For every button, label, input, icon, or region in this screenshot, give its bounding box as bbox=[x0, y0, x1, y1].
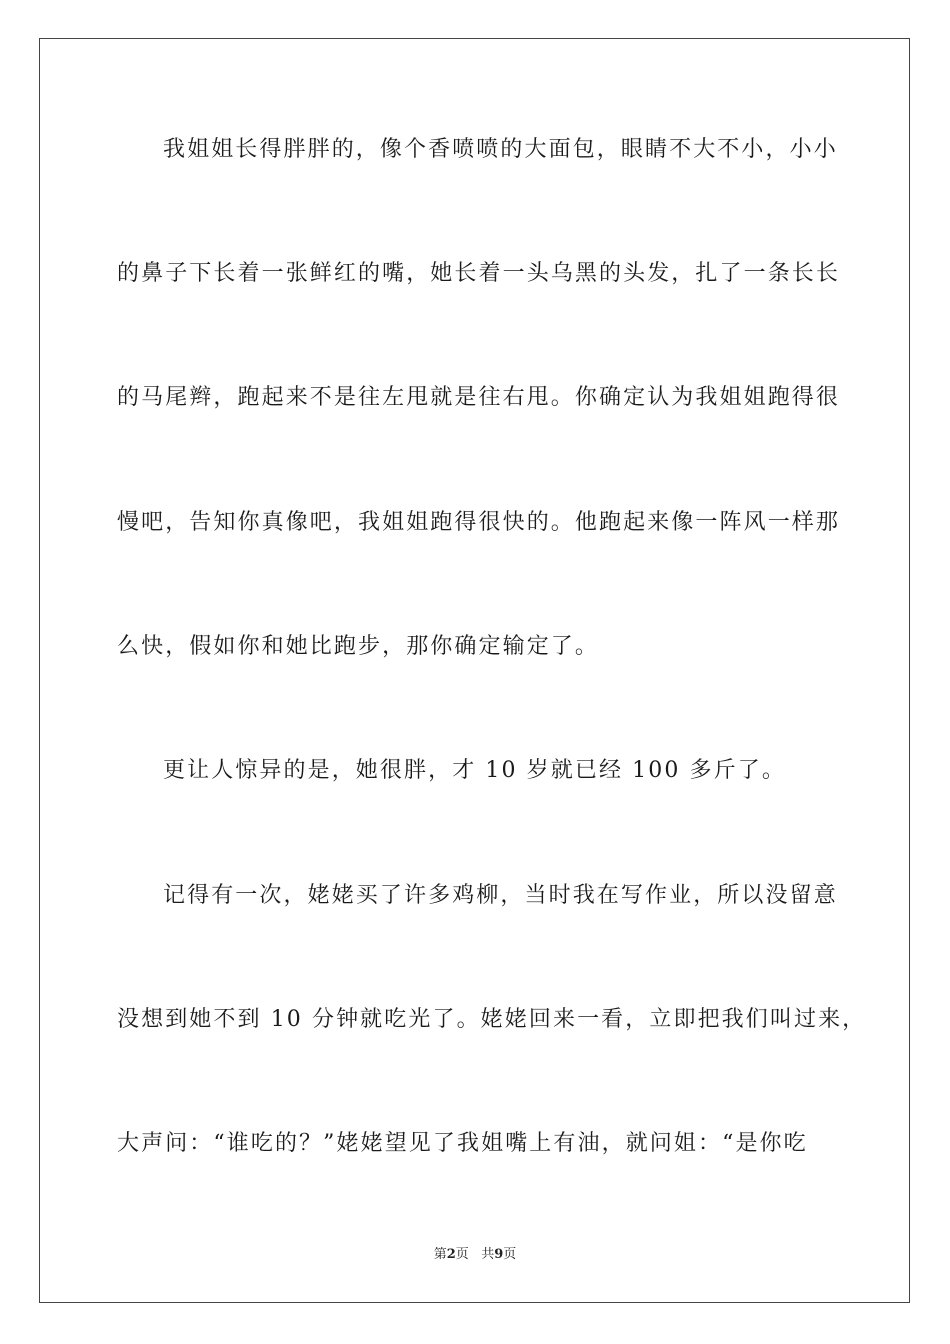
paragraph-line: 么快，假如你和她比跑步，那你确定输定了。 bbox=[117, 634, 600, 659]
paragraph-line: 的鼻子下长着一张鲜红的嘴，她长着一头乌黑的头发，扎了一条长长 bbox=[117, 261, 841, 286]
paragraph-line: 记得有一次，姥姥买了许多鸡柳，当时我在写作业，所以没留意 bbox=[163, 883, 838, 908]
paragraph-line: 大声问：“谁吃的？”姥姥望见了我姐嘴上有油，就问姐：“是你吃 bbox=[117, 1131, 808, 1156]
footer-total-suffix: 页 bbox=[503, 1247, 517, 1262]
total-pages: 9 bbox=[494, 1247, 504, 1262]
page-footer bbox=[0, 1246, 950, 1264]
footer-page-suffix: 页 bbox=[455, 1247, 469, 1262]
footer-total-prefix: 共 bbox=[481, 1247, 495, 1262]
page-number: 2 bbox=[446, 1247, 456, 1262]
paragraph-line: 更让人惊异的是，她很胖，才 10 岁就已经 100 多斤了。 bbox=[163, 758, 786, 783]
paragraph-line: 没想到她不到 10 分钟就吃光了。姥姥回来一看，立即把我们叫过来， bbox=[117, 1007, 867, 1032]
paragraph-line: 慢吧，告知你真像吧，我姐姐跑得很快的。他跑起来像一阵风一样那 bbox=[117, 510, 841, 535]
paragraph-line: 的马尾辫，跑起来不是往左甩就是往右甩。你确定认为我姐姐跑得很 bbox=[117, 385, 841, 410]
page-border bbox=[39, 38, 910, 1303]
footer-prefix: 第 bbox=[433, 1247, 447, 1262]
paragraph-line: 我姐姐长得胖胖的，像个香喷喷的大面包，眼睛不大不小，小小 bbox=[163, 137, 838, 162]
